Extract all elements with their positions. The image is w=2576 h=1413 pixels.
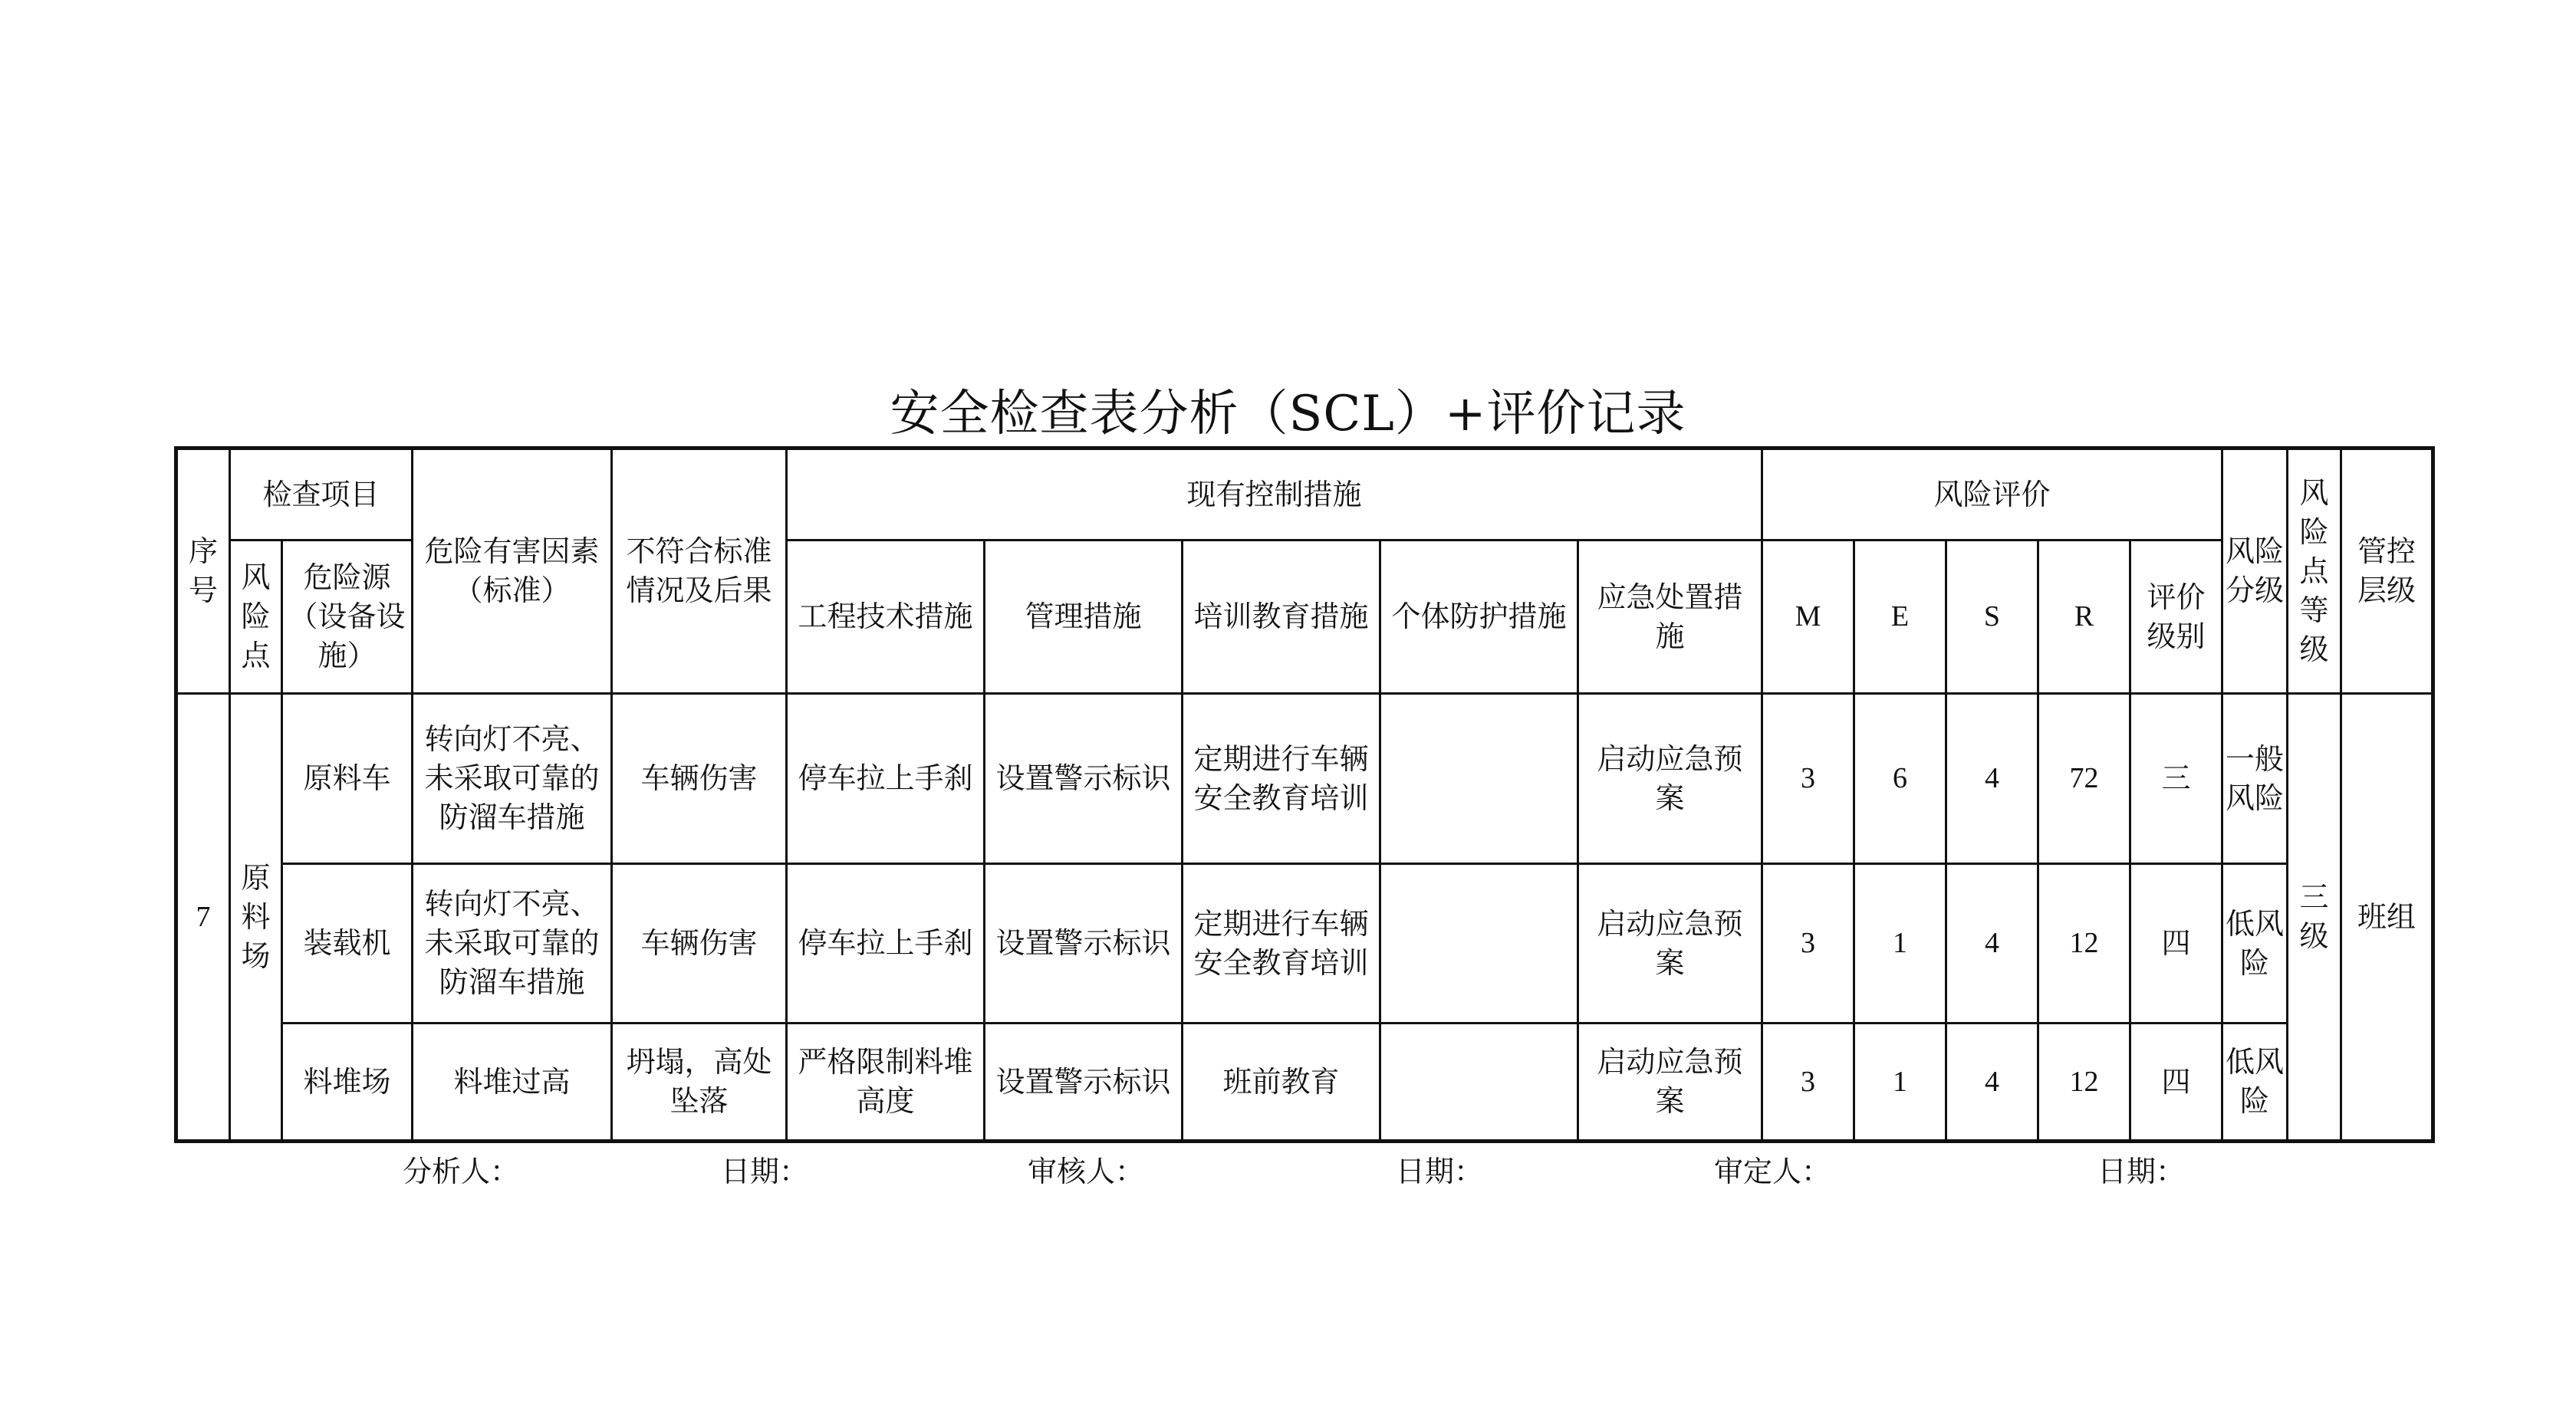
header-risk-point-level: 风险点等级 bbox=[2288, 449, 2341, 694]
cell-e: 1 bbox=[1854, 1024, 1946, 1142]
cell-training: 定期进行车辆安全教育培训 bbox=[1183, 694, 1380, 864]
header-hazard-factor: 危险有害因素（标准） bbox=[413, 449, 612, 694]
cell-m: 3 bbox=[1762, 694, 1854, 864]
header-hazard-source: 危险源（设备设施） bbox=[282, 541, 413, 694]
approver-date-label: 日期： bbox=[2097, 1155, 2186, 1188]
table-row bbox=[176, 864, 2433, 1024]
cell-s: 4 bbox=[1946, 694, 2038, 864]
cell-hazard-source: 料堆场 bbox=[282, 1024, 413, 1142]
cell-management: 设置警示标识 bbox=[985, 694, 1183, 864]
cell-s: 4 bbox=[1946, 864, 2038, 1024]
cell-s: 4 bbox=[1946, 1024, 2038, 1142]
cell-m: 3 bbox=[1762, 864, 1854, 1024]
cell-hazard-source: 原料车 bbox=[282, 694, 413, 864]
group-seq: 7 bbox=[176, 694, 230, 1142]
cell-e: 1 bbox=[1854, 864, 1946, 1024]
header-ppe: 个体防护措施 bbox=[1380, 541, 1578, 694]
cell-training: 班前教育 bbox=[1183, 1024, 1380, 1142]
cell-engineering: 停车拉上手刹 bbox=[787, 864, 985, 1024]
header-risk-point: 风险点 bbox=[230, 541, 282, 694]
group-control-level: 班组 bbox=[2341, 694, 2433, 1142]
cell-nonconformity: 车辆伤害 bbox=[612, 864, 787, 1024]
cell-hazard-factor: 转向灯不亮、未采取可靠的防溜车措施 bbox=[413, 694, 612, 864]
cell-risk-class: 一般风险 bbox=[2222, 694, 2288, 864]
reviewer-date-label: 日期： bbox=[1396, 1155, 1484, 1188]
cell-r: 12 bbox=[2038, 1024, 2130, 1142]
cell-emergency: 启动应急预案 bbox=[1578, 694, 1762, 864]
cell-ppe bbox=[1380, 864, 1578, 1024]
cell-hazard-factor: 料堆过高 bbox=[413, 1024, 612, 1142]
cell-ppe bbox=[1380, 694, 1578, 864]
cell-r: 72 bbox=[2038, 694, 2130, 864]
header-e: E bbox=[1854, 541, 1946, 694]
header-engineering: 工程技术措施 bbox=[787, 541, 985, 694]
signature-footer bbox=[0, 1148, 2576, 1194]
cell-hazard-factor: 转向灯不亮、未采取可靠的防溜车措施 bbox=[413, 864, 612, 1024]
cell-nonconformity: 车辆伤害 bbox=[612, 694, 787, 864]
group-risk-point-level: 三级 bbox=[2288, 694, 2341, 1142]
cell-eval-level: 四 bbox=[2130, 864, 2222, 1024]
cell-management: 设置警示标识 bbox=[985, 864, 1183, 1024]
header-r: R bbox=[2038, 541, 2130, 694]
header-risk-class: 风险分级 bbox=[2222, 449, 2288, 694]
document-title: 安全检查表分析（SCL）+评价记录 bbox=[890, 386, 1686, 442]
cell-risk-class: 低风险 bbox=[2222, 1024, 2288, 1142]
header-training: 培训教育措施 bbox=[1183, 541, 1380, 694]
cell-m: 3 bbox=[1762, 1024, 1854, 1142]
analyst-date-label: 日期： bbox=[721, 1155, 809, 1188]
cell-management: 设置警示标识 bbox=[985, 1024, 1183, 1142]
header-control-level: 管控层级 bbox=[2341, 449, 2433, 694]
cell-emergency: 启动应急预案 bbox=[1578, 864, 1762, 1024]
header-nonconformity: 不符合标准情况及后果 bbox=[612, 449, 787, 694]
header-management: 管理措施 bbox=[985, 541, 1183, 694]
cell-hazard-source: 装载机 bbox=[282, 864, 413, 1024]
approver-label: 审定人： bbox=[1714, 1155, 1831, 1188]
header-eval-level: 评价级别 bbox=[2130, 541, 2222, 694]
header-s: S bbox=[1946, 541, 2038, 694]
header-row-1 bbox=[176, 449, 2433, 541]
cell-engineering: 停车拉上手刹 bbox=[787, 694, 985, 864]
cell-r: 12 bbox=[2038, 864, 2130, 1024]
cell-ppe bbox=[1380, 1024, 1578, 1142]
header-risk-evaluation: 风险评价 bbox=[1762, 449, 2222, 541]
cell-e: 6 bbox=[1854, 694, 1946, 864]
header-existing-controls: 现有控制措施 bbox=[787, 449, 1762, 541]
cell-engineering: 严格限制料堆高度 bbox=[787, 1024, 985, 1142]
table-row bbox=[176, 694, 2433, 864]
cell-training: 定期进行车辆安全教育培训 bbox=[1183, 864, 1380, 1024]
analyst-label: 分析人： bbox=[403, 1155, 520, 1188]
header-check-item: 检查项目 bbox=[230, 449, 413, 541]
reviewer-label: 审核人： bbox=[1028, 1155, 1145, 1188]
cell-eval-level: 四 bbox=[2130, 1024, 2222, 1142]
cell-nonconformity: 坍塌，高处坠落 bbox=[612, 1024, 787, 1142]
table-row bbox=[176, 1024, 2433, 1142]
cell-eval-level: 三 bbox=[2130, 694, 2222, 864]
header-m: M bbox=[1762, 541, 1854, 694]
group-risk-point: 原料场 bbox=[230, 694, 282, 1142]
header-emergency: 应急处置措施 bbox=[1578, 541, 1762, 694]
cell-risk-class: 低风险 bbox=[2222, 864, 2288, 1024]
cell-emergency: 启动应急预案 bbox=[1578, 1024, 1762, 1142]
scl-evaluation-table bbox=[174, 446, 2435, 1143]
header-seq: 序号 bbox=[176, 449, 230, 694]
